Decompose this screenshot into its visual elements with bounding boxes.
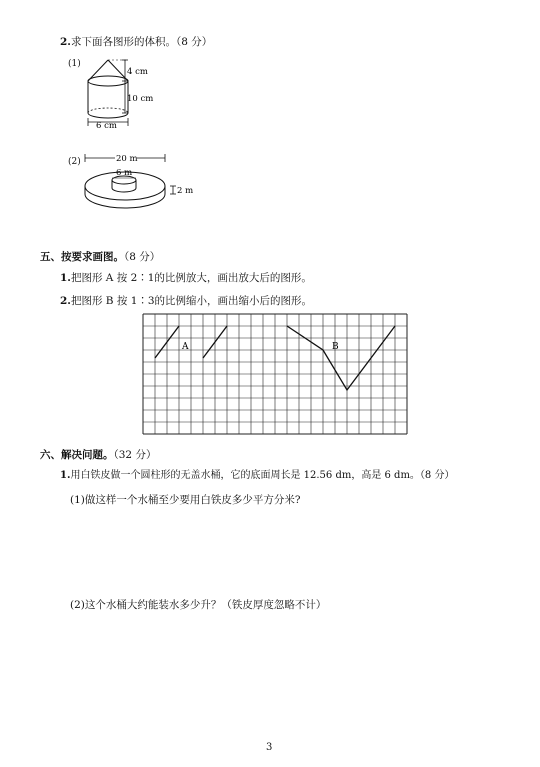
section-5-q1 — [60, 271, 312, 285]
figure-b-label: B — [332, 342, 339, 352]
figure-a-label: A — [182, 342, 189, 352]
page-number: 3 — [266, 742, 273, 753]
q-number: 2. — [60, 295, 71, 307]
section-5-title: 五、按要求画图。 — [40, 251, 124, 263]
q-text: 把图形 B 按 1∶3的比例缩小，画出缩小后的图形。 — [70, 295, 313, 307]
section-5-heading — [40, 250, 160, 264]
q-text: 把图形 A 按 2∶1的比例放大，画出放大后的图形。 — [70, 272, 312, 284]
drawing-grid[interactable] — [143, 314, 407, 438]
section-6-heading — [40, 448, 156, 462]
inner-diameter-label: 6 m — [116, 168, 133, 178]
q-text: 用白铁皮做一个圆柱形的无盖水桶，它的底面周长是 12.56 dm，高是 6 dm。 — [70, 470, 420, 481]
question-text: 求下面各图形的体积。 — [70, 36, 176, 48]
cone-height-label: 4 cm — [127, 67, 148, 77]
q-score: （8 分） — [419, 470, 455, 481]
outer-diameter-label: 20 m — [116, 154, 138, 164]
cylinder-height-label: 10 cm — [127, 94, 154, 104]
height-label: 2 m — [177, 186, 194, 196]
q-number: 1. — [60, 470, 71, 481]
section-6-score: （32 分） — [113, 449, 157, 461]
question-score: （8 分） — [175, 36, 213, 48]
section-5-q2 — [60, 294, 312, 308]
section-6-q1 — [60, 469, 454, 483]
section-6-sub2: (2)这个水桶大约能装水多少升？（铁皮厚度忽略不计） — [70, 599, 327, 611]
q-number: 1. — [60, 272, 71, 284]
section-6-sub1: (1)做这样一个水桶至少要用白铁皮多少平方分米? — [70, 494, 301, 506]
question-2-line — [60, 35, 212, 49]
diameter-label: 6 cm — [96, 121, 117, 131]
section-6-title: 六、解决问题。 — [40, 449, 114, 461]
question-number: 2. — [60, 36, 71, 48]
section-5-score: （8 分） — [124, 251, 161, 263]
figure-1-label: (1) — [68, 59, 81, 69]
ring-cylinder-figure — [82, 153, 212, 223]
figure-2-label: (2) — [68, 157, 81, 167]
cone-cylinder-figure — [78, 56, 178, 131]
